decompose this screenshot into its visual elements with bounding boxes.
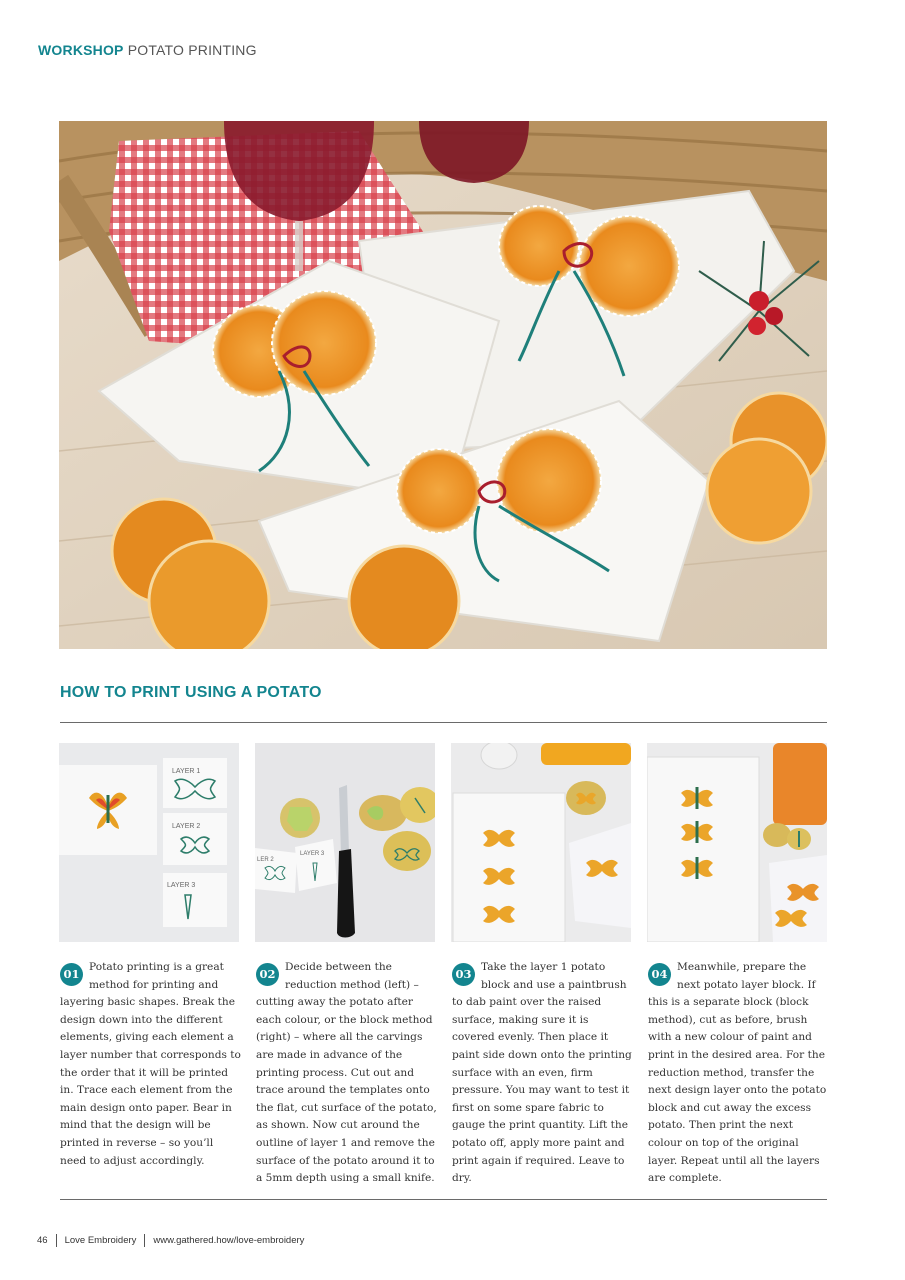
page-footer xyxy=(37,1234,304,1247)
step-2-text: Decide between the reduction method (left) – cutting away the potato after each colour, or the block method (right) – where all the carvings are made in advance of the printing process. Cut out and trace around the templates onto the flat, cut surface of the potato, as shown. Now cut around the outline of layer 1 and remove the surface of the potato around it to a 5mm depth using a small knife. xyxy=(256,961,437,1185)
photo1-layer3-label: LAYER 3 xyxy=(167,882,196,889)
running-header xyxy=(38,42,257,58)
magazine-name: Love Embroidery xyxy=(64,1235,137,1246)
website-url[interactable]: www.gathered.how/love-embroidery xyxy=(153,1235,305,1246)
step-2 xyxy=(256,959,438,1188)
top-divider xyxy=(60,722,827,723)
step-1 xyxy=(60,959,242,1170)
step-number-badge: 03 xyxy=(452,963,475,986)
printing-layer-photo-icon xyxy=(451,743,631,942)
bottom-divider xyxy=(60,1199,827,1200)
finished-layers-photo-icon xyxy=(647,743,827,942)
step-1-text: Potato printing is a great method for printing and layering basic shapes. Break the design down into the different elements, giving each element a layer number that corresponds to the order that it will be printed in. Trace each element from the main design onto paper. Bear in mind that the design will be printed in reverse – so you’ll need to adjust accordingly. xyxy=(60,961,241,1167)
step-photo-4 xyxy=(647,743,827,942)
footer-separator xyxy=(144,1234,145,1247)
photo2-tag-a: LER 2 xyxy=(257,857,274,863)
step-photo-3 xyxy=(451,743,631,942)
section-title: HOW TO PRINT USING A POTATO xyxy=(60,684,322,701)
step-photo-1 xyxy=(59,743,239,942)
step-4-text: Meanwhile, prepare the next potato layer block. If this is a separate block (block method), cut as before, brush with a new colour of paint and print in the desired area. For the reduction method, transfer the next design layer onto the potato block and cut away the excess potato. Then print the next colour on top of the original layer. Repeat until all the layers are complete. xyxy=(648,961,827,1185)
layer-templates-photo-icon xyxy=(59,743,239,942)
page-number: 46 xyxy=(37,1235,48,1246)
header-kicker: WORKSHOP xyxy=(38,42,124,58)
step-3 xyxy=(452,959,634,1188)
step-4 xyxy=(648,959,830,1188)
step-number-badge: 02 xyxy=(256,963,279,986)
header-topic: POTATO PRINTING xyxy=(127,42,257,58)
step-number-badge: 04 xyxy=(648,963,671,986)
step-number-badge: 01 xyxy=(60,963,83,986)
footer-separator xyxy=(56,1234,57,1247)
photo1-layer1-label: LAYER 1 xyxy=(172,768,201,775)
potato-knife-photo-icon xyxy=(255,743,435,942)
napkins-photo-icon xyxy=(59,121,827,649)
step-3-text: Take the layer 1 potato block and use a paintbrush to dab paint over the raised surface, making sure it is covered evenly. Then place it paint side down onto the printing surface with an even, firm pressure. You may want to test it first on some spare fabric to gauge the print quantity. Lift the potato off, apply more paint and print again if required. Leave to dry. xyxy=(452,961,632,1185)
step-photo-2 xyxy=(255,743,435,942)
hero-photo xyxy=(59,121,827,649)
photo1-layer2-label: LAYER 2 xyxy=(172,823,201,830)
photo2-tag-b: LAYER 3 xyxy=(300,851,325,857)
